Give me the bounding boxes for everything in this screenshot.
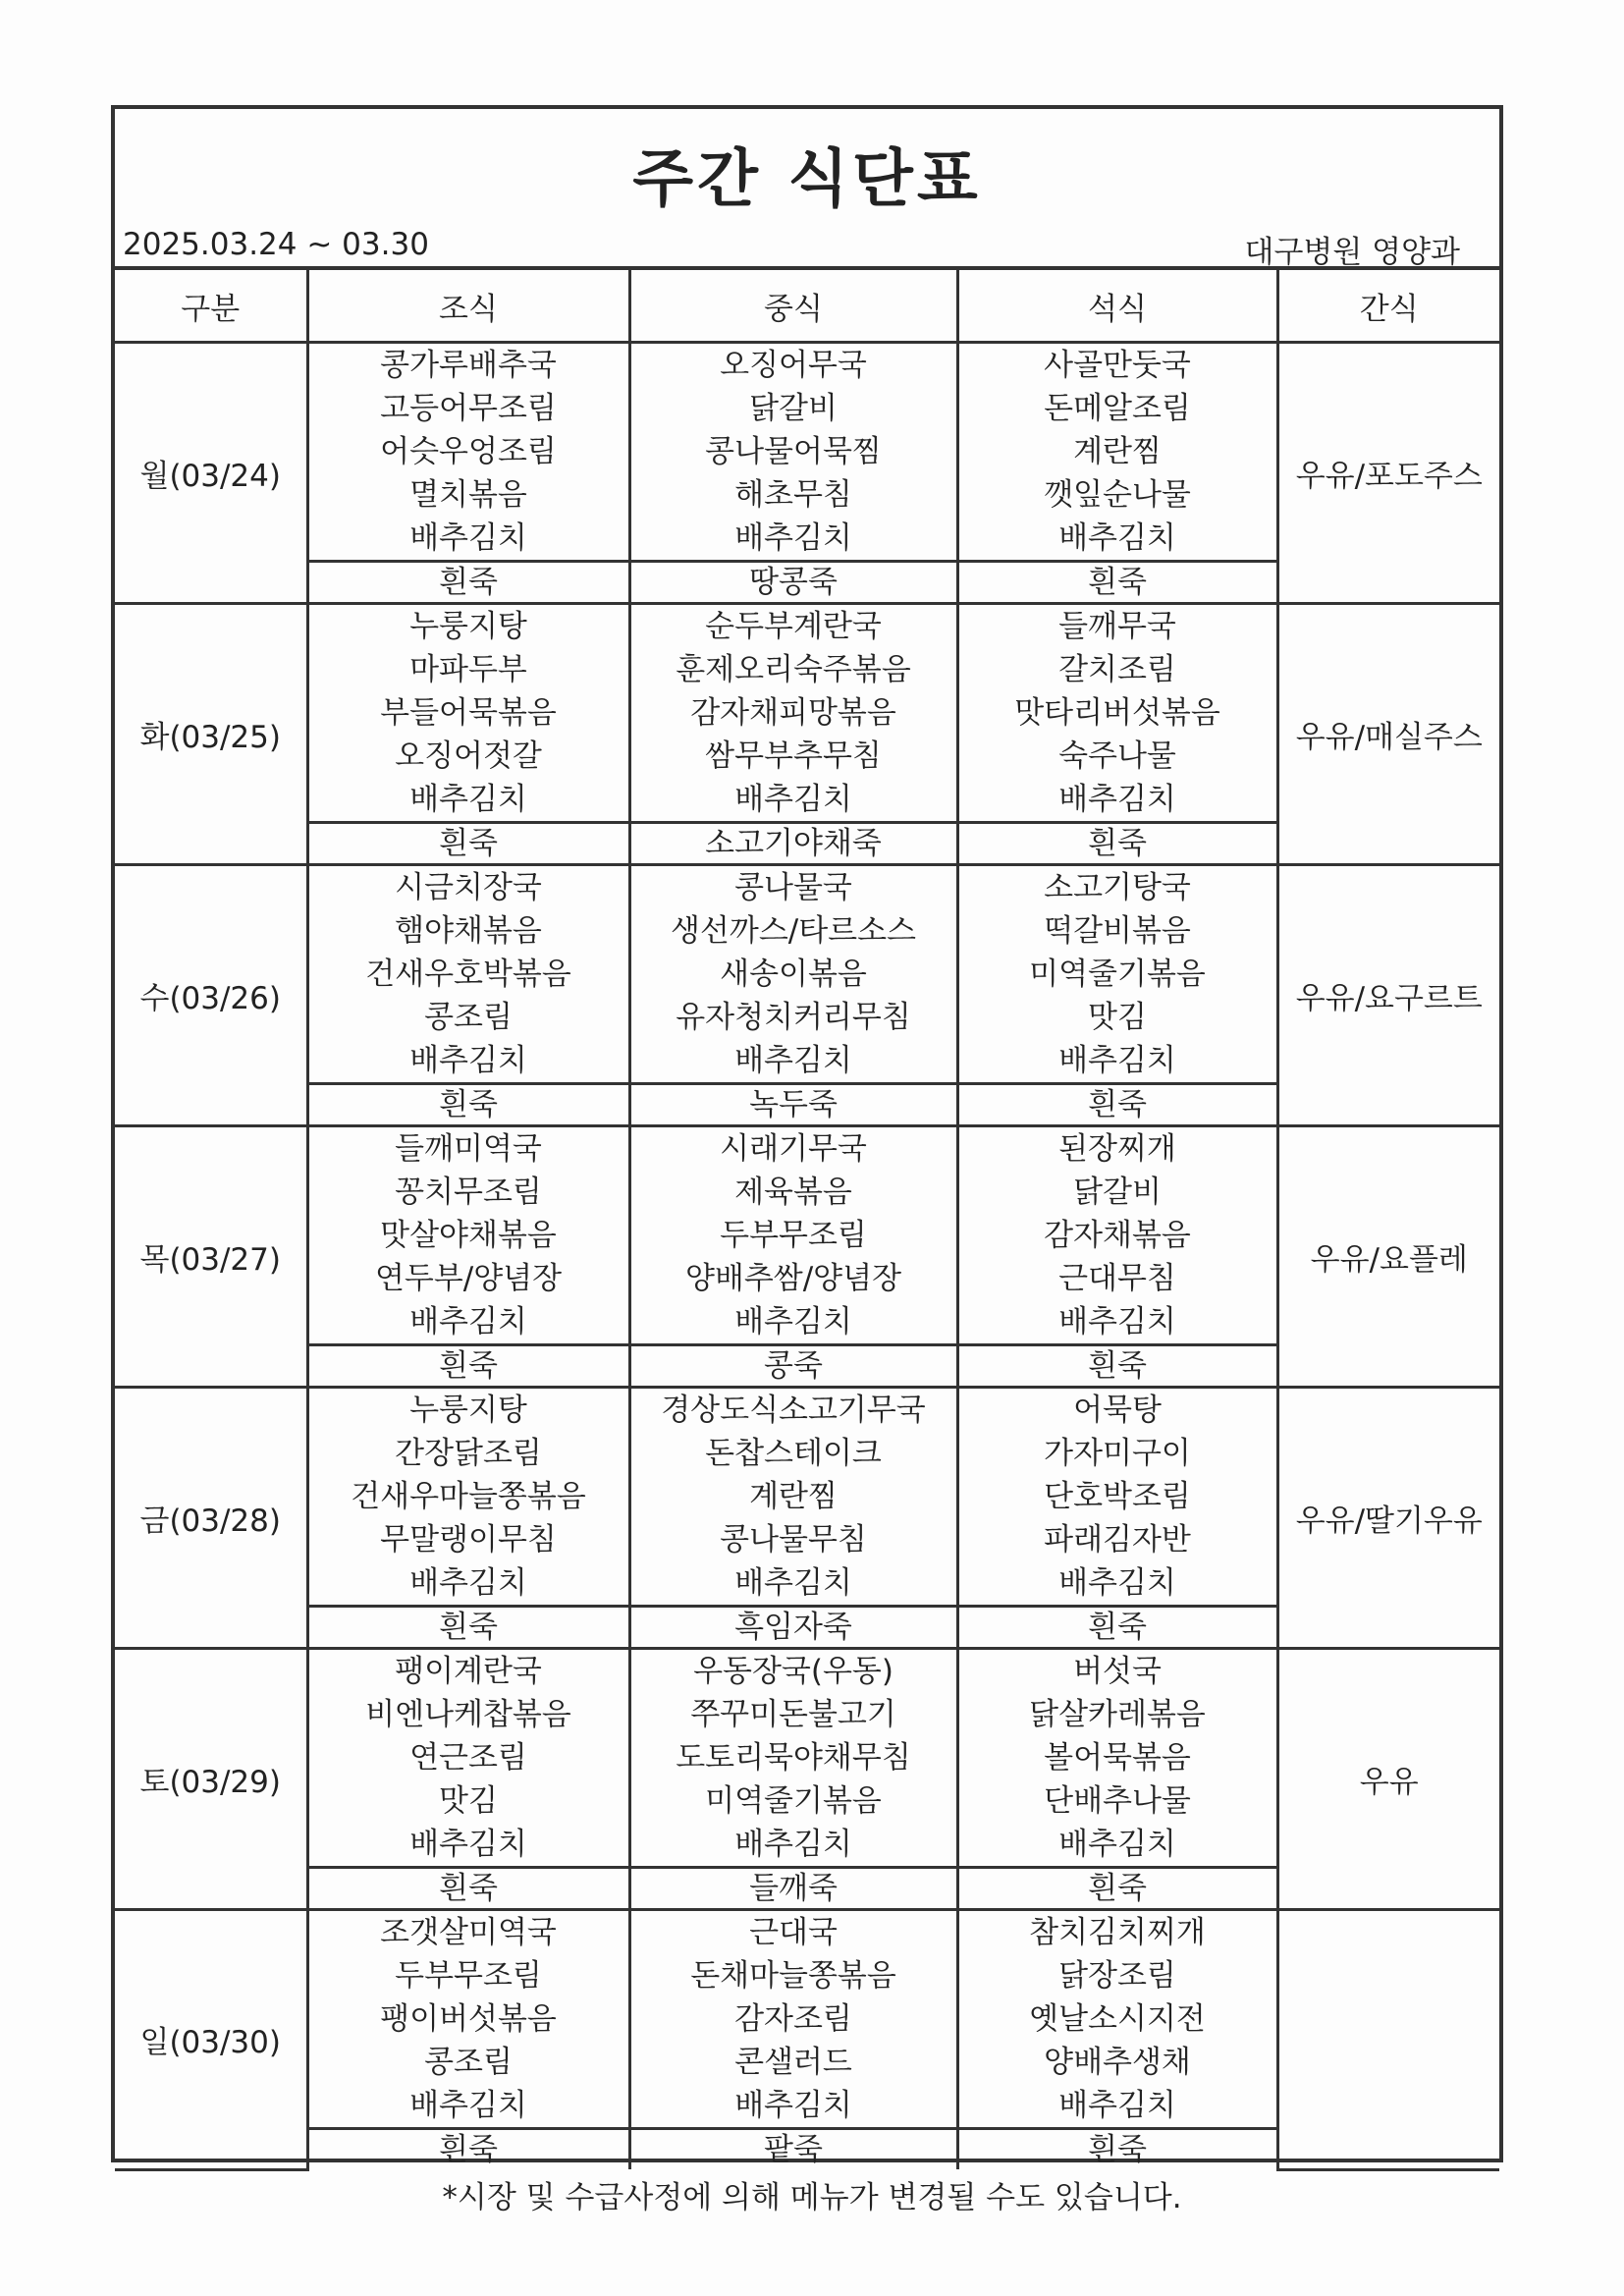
menu-item: 누룽지탕 — [409, 609, 527, 644]
menu-item: 간장닭조림 — [395, 1436, 542, 1471]
menu-item: 두부무조림 — [720, 1218, 867, 1253]
menu-item: 도토리묵야채무침 — [676, 1740, 911, 1776]
day-row — [115, 865, 1499, 1084]
menu-item: 누룽지탕 — [409, 1393, 527, 1428]
menu-item: 오징어무국 — [720, 348, 867, 383]
menu-item: 훈제오리숙주볶음 — [676, 652, 911, 687]
menu-item: 단호박조림 — [1044, 1479, 1191, 1514]
snack-cell: 우유 — [1277, 1649, 1499, 1910]
breakfast-porridge: 흰죽 — [307, 1607, 629, 1649]
weekly-menu-table — [115, 266, 1499, 2171]
menu-item: 파래김자반 — [1044, 1522, 1191, 1558]
day-label: 금(03/28) — [115, 1388, 307, 1649]
menu-item: 배추김치 — [1058, 782, 1176, 817]
dinner-items — [957, 1910, 1277, 2129]
menu-item: 배추김치 — [734, 2088, 852, 2123]
menu-item: 쌈무부추무침 — [705, 738, 882, 774]
menu-item: 배추김치 — [409, 520, 527, 556]
breakfast-items — [307, 604, 629, 823]
header-snack: 간식 — [1277, 268, 1499, 343]
menu-item: 맛김 — [1088, 1000, 1147, 1035]
menu-item: 배추김치 — [734, 1565, 852, 1601]
menu-item: 들깨미역국 — [395, 1131, 542, 1167]
day-row — [115, 1126, 1499, 1345]
menu-item: 콩가루배추국 — [380, 348, 557, 383]
snack-cell: 우유/포도주스 — [1277, 343, 1499, 604]
menu-item: 배추김치 — [409, 2088, 527, 2123]
menu-item: 미역줄기볶음 — [1029, 957, 1206, 992]
dinner-porridge: 흰죽 — [957, 1868, 1277, 1910]
breakfast-items — [307, 1649, 629, 1868]
day-label: 목(03/27) — [115, 1126, 307, 1388]
menu-item: 닭갈비 — [749, 391, 838, 426]
day-row — [115, 604, 1499, 823]
menu-item: 우동장국(우동) — [693, 1654, 893, 1689]
menu-item: 버섯국 — [1073, 1654, 1162, 1689]
breakfast-items — [307, 1126, 629, 1345]
menu-item: 계란찜 — [1073, 434, 1162, 469]
menu-item: 맛살야채볶음 — [380, 1218, 557, 1253]
menu-item: 배추김치 — [409, 1043, 527, 1078]
menu-item: 시금치장국 — [395, 870, 542, 905]
menu-item: 배추김치 — [409, 782, 527, 817]
day-row — [115, 1649, 1499, 1868]
lunch-items — [629, 865, 957, 1084]
menu-item: 콩나물국 — [734, 870, 852, 905]
breakfast-porridge: 흰죽 — [307, 1345, 629, 1388]
dinner-items — [957, 1649, 1277, 1868]
snack-cell: 우유/딸기우유 — [1277, 1388, 1499, 1649]
dinner-porridge: 흰죽 — [957, 1345, 1277, 1388]
menu-item: 맛김 — [439, 1783, 498, 1819]
dinner-porridge: 흰죽 — [957, 1607, 1277, 1649]
menu-item: 배추김치 — [1058, 1043, 1176, 1078]
menu-item: 조갯살미역국 — [380, 1915, 557, 1950]
menu-item: 돈채마늘쫑볶음 — [690, 1958, 896, 1994]
lunch-items — [629, 1649, 957, 1868]
header-dinner: 석식 — [957, 268, 1277, 343]
day-label: 월(03/24) — [115, 343, 307, 604]
menu-item: 된장찌개 — [1058, 1131, 1176, 1167]
menu-item: 쭈꾸미돈불고기 — [690, 1697, 896, 1732]
menu-item: 배추김치 — [734, 1304, 852, 1339]
menu-item: 떡갈비볶음 — [1044, 913, 1191, 949]
menu-item: 순두부계란국 — [705, 609, 882, 644]
breakfast-porridge: 흰죽 — [307, 562, 629, 604]
breakfast-items — [307, 343, 629, 562]
menu-item: 단배추나물 — [1044, 1783, 1191, 1819]
menu-item: 마파두부 — [409, 652, 527, 687]
menu-item: 미역줄기볶음 — [705, 1783, 882, 1819]
day-label: 수(03/26) — [115, 865, 307, 1126]
snack-cell — [1277, 1910, 1499, 2170]
day-label: 토(03/29) — [115, 1649, 307, 1910]
breakfast-items — [307, 1910, 629, 2129]
breakfast-porridge: 흰죽 — [307, 1084, 629, 1126]
menu-item: 제육볶음 — [734, 1175, 852, 1210]
menu-item: 연두부/양념장 — [374, 1261, 563, 1296]
menu-item: 닭갈비 — [1073, 1175, 1162, 1210]
menu-item: 멸치볶음 — [409, 477, 527, 513]
snack-cell: 우유/매실주스 — [1277, 604, 1499, 865]
menu-item: 건새우호박볶음 — [365, 957, 571, 992]
breakfast-porridge: 흰죽 — [307, 823, 629, 865]
menu-sheet — [111, 105, 1503, 2167]
dinner-items — [957, 865, 1277, 1084]
menu-item: 배추김치 — [1058, 1565, 1176, 1601]
menu-item: 연근조림 — [409, 1740, 527, 1776]
menu-item: 들깨무국 — [1058, 609, 1176, 644]
menu-item: 무말랭이무침 — [380, 1522, 557, 1558]
lunch-porridge: 소고기야채죽 — [629, 823, 957, 865]
menu-item: 콩나물무침 — [720, 1522, 867, 1558]
header-lunch: 중식 — [629, 268, 957, 343]
breakfast-items — [307, 865, 629, 1084]
menu-item: 숙주나물 — [1058, 738, 1176, 774]
snack-cell: 우유/요플레 — [1277, 1126, 1499, 1388]
lunch-items — [629, 1910, 957, 2129]
menu-item: 감자조림 — [734, 2001, 852, 2037]
lunch-items — [629, 604, 957, 823]
footnote: *시장 및 수급사정에 의해 메뉴가 변경될 수도 있습니다. — [442, 2180, 1182, 2215]
menu-item: 닭살카레볶음 — [1029, 1697, 1206, 1732]
menu-item: 감자채피망볶음 — [690, 695, 896, 731]
day-label: 일(03/30) — [115, 1910, 307, 2170]
menu-item: 새송이볶음 — [720, 957, 867, 992]
date-range: 2025.03.24 ~ 03.30 — [123, 227, 429, 262]
menu-item: 햄야채볶음 — [395, 913, 542, 949]
menu-item: 돈메알조림 — [1044, 391, 1191, 426]
lunch-porridge: 콩죽 — [629, 1345, 957, 1388]
menu-item: 어묵탕 — [1073, 1393, 1162, 1428]
menu-item: 배추김치 — [734, 520, 852, 556]
menu-item: 볼어묵볶음 — [1044, 1740, 1191, 1776]
menu-item: 사골만둣국 — [1044, 348, 1191, 383]
menu-item: 소고기탕국 — [1044, 870, 1191, 905]
menu-item: 비엔나케찹볶음 — [365, 1697, 571, 1732]
menu-item: 콩조림 — [424, 2045, 513, 2080]
snack-cell: 우유/요구르트 — [1277, 865, 1499, 1126]
menu-item: 배추김치 — [734, 1043, 852, 1078]
lunch-items — [629, 1126, 957, 1345]
menu-item: 해초무침 — [734, 477, 852, 513]
menu-item: 돈찹스테이크 — [705, 1436, 882, 1471]
header-category: 구분 — [115, 268, 307, 343]
day-row — [115, 343, 1499, 562]
menu-item: 경상도식소고기무국 — [661, 1393, 926, 1428]
menu-item: 오징어젓갈 — [395, 738, 542, 774]
dinner-items — [957, 343, 1277, 562]
dinner-items — [957, 604, 1277, 823]
menu-item: 감자채볶음 — [1044, 1218, 1191, 1253]
breakfast-items — [307, 1388, 629, 1607]
menu-item: 콩조림 — [424, 1000, 513, 1035]
table-header-row — [115, 268, 1499, 343]
menu-item: 배추김치 — [409, 1304, 527, 1339]
dinner-porridge: 흰죽 — [957, 1084, 1277, 1126]
lunch-porridge: 녹두죽 — [629, 1084, 957, 1126]
menu-item: 양배추생채 — [1044, 2045, 1191, 2080]
menu-item: 옛날소시지전 — [1029, 2001, 1206, 2037]
menu-item: 생선까스/타르소스 — [670, 913, 916, 949]
dinner-porridge: 흰죽 — [957, 562, 1277, 604]
menu-item: 건새우마늘쫑볶음 — [351, 1479, 586, 1514]
menu-item: 두부무조림 — [395, 1958, 542, 1994]
menu-item: 고등어무조림 — [380, 391, 557, 426]
menu-item: 배추김치 — [1058, 1304, 1176, 1339]
menu-item: 배추김치 — [1058, 2088, 1176, 2123]
lunch-porridge: 땅콩죽 — [629, 562, 957, 604]
header-breakfast: 조식 — [307, 268, 629, 343]
day-label: 화(03/25) — [115, 604, 307, 865]
breakfast-porridge: 흰죽 — [307, 2129, 629, 2170]
menu-item: 배추김치 — [1058, 1827, 1176, 1862]
menu-item: 어슷우엉조림 — [380, 434, 557, 469]
menu-item: 양배추쌈/양념장 — [684, 1261, 902, 1296]
menu-item: 꽁치무조림 — [395, 1175, 542, 1210]
menu-item: 배추김치 — [734, 782, 852, 817]
dinner-items — [957, 1388, 1277, 1607]
menu-item: 배추김치 — [734, 1827, 852, 1862]
menu-item: 유자청치커리무침 — [676, 1000, 911, 1035]
lunch-porridge: 들깨죽 — [629, 1868, 957, 1910]
menu-item: 닭장조림 — [1058, 1958, 1176, 1994]
menu-item: 깻잎순나물 — [1044, 477, 1191, 513]
dinner-items — [957, 1126, 1277, 1345]
menu-item: 부들어묵볶음 — [380, 695, 557, 731]
lunch-items — [629, 1388, 957, 1607]
menu-item: 팽이버섯볶음 — [380, 2001, 557, 2037]
menu-item: 근대무침 — [1058, 1261, 1176, 1296]
menu-item: 갈치조림 — [1058, 652, 1176, 687]
menu-item: 계란찜 — [749, 1479, 838, 1514]
dinner-porridge: 흰죽 — [957, 823, 1277, 865]
menu-item: 가자미구이 — [1044, 1436, 1191, 1471]
menu-item: 참치김치찌개 — [1029, 1915, 1206, 1950]
department-name: 대구병원 영양과 — [1244, 235, 1460, 270]
page-title: 주간 식단표 — [632, 143, 982, 216]
day-row — [115, 1388, 1499, 1607]
menu-item: 콩나물어묵찜 — [705, 434, 882, 469]
lunch-porridge: 팥죽 — [629, 2129, 957, 2170]
menu-item: 배추김치 — [409, 1827, 527, 1862]
menu-item: 배추김치 — [409, 1565, 527, 1601]
lunch-items — [629, 343, 957, 562]
menu-item: 근대국 — [749, 1915, 838, 1950]
menu-item: 콘샐러드 — [734, 2045, 852, 2080]
menu-item: 배추김치 — [1058, 520, 1176, 556]
menu-item: 시래기무국 — [720, 1131, 867, 1167]
lunch-porridge: 흑임자죽 — [629, 1607, 957, 1649]
dinner-porridge: 흰죽 — [957, 2129, 1277, 2170]
menu-item: 맛타리버섯볶음 — [1014, 695, 1220, 731]
day-row — [115, 1910, 1499, 2129]
breakfast-porridge: 흰죽 — [307, 1868, 629, 1910]
menu-item: 팽이계란국 — [395, 1654, 542, 1689]
